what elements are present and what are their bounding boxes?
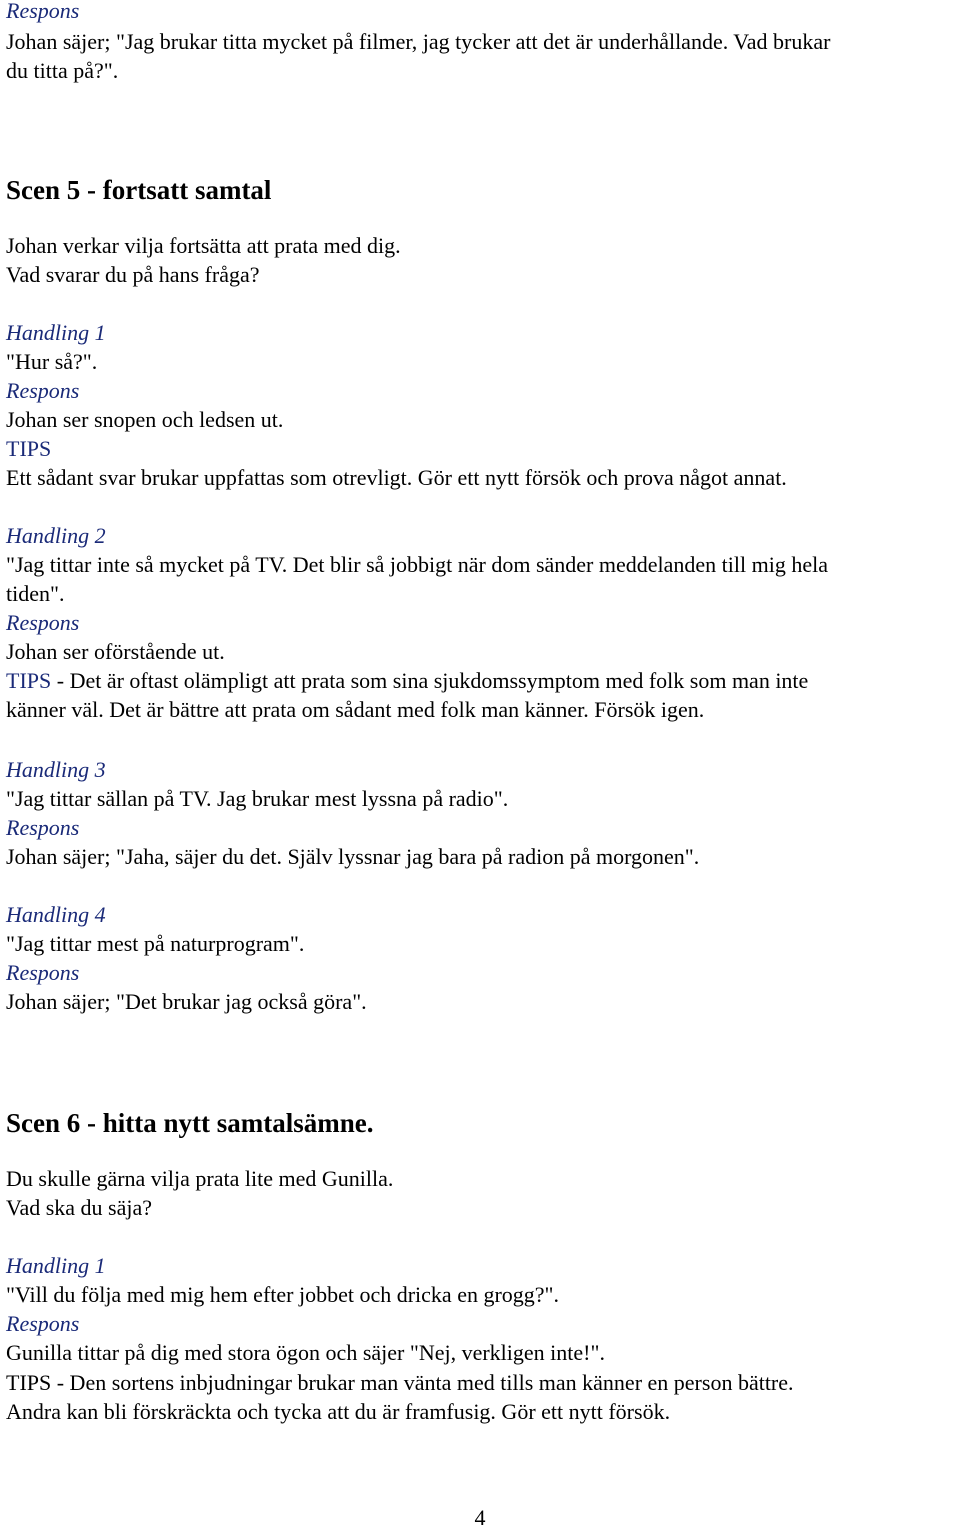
response-text: Gunilla tittar på dig med stora ögon och säjer "Nej, verkligen inte!". — [6, 1340, 605, 1365]
handling-text: "Jag tittar sällan på TV. Jag brukar mest lyssna på radio". — [6, 786, 509, 811]
tips-text: TIPS - Den sortens inbjudningar brukar man vänta med tills man känner en person bättre. — [6, 1370, 794, 1395]
handling-label: Handling 2 — [6, 523, 106, 548]
handling-label: Handling 3 — [6, 757, 106, 782]
page-number: 4 — [474, 1505, 486, 1530]
scene-heading: Scen 6 - hitta nytt samtalsämne. — [6, 1108, 374, 1138]
tips-text: - Det är oftast olämpligt att prata som sina sjukdomssymptom med folk som man inte — [51, 668, 809, 693]
scene-intro: Du skulle gärna vilja prata lite med Gunilla. — [6, 1166, 394, 1191]
respons-label: Respons — [6, 1311, 80, 1336]
handling-label: Handling 4 — [6, 902, 106, 927]
response-text: Johan ser oförstående ut. — [6, 639, 225, 664]
handling-text: "Vill du följa med mig hem efter jobbet och dricka en grogg?". — [6, 1282, 560, 1307]
response-text: Johan säjer; "Jag brukar titta mycket på filmer, jag tycker att det är underhållande. Vad brukar — [6, 29, 831, 54]
handling-label: Handling 1 — [6, 320, 106, 345]
response-text: Johan ser snopen och ledsen ut. — [6, 407, 284, 432]
tips-label: TIPS — [6, 436, 52, 461]
tips-label: TIPS — [6, 668, 52, 693]
handling-text: tiden". — [6, 581, 65, 606]
response-text: Johan säjer; "Det brukar jag också göra". — [6, 989, 367, 1014]
response-text: du titta på?". — [6, 58, 119, 83]
tips-text: Ett sådant svar brukar uppfattas som otrevligt. Gör ett nytt försök och prova något annat. — [6, 465, 787, 490]
scene-intro: Vad svarar du på hans fråga? — [6, 262, 260, 287]
tips-text: känner väl. Det är bättre att prata om sådant med folk man känner. Försök igen. — [6, 697, 705, 722]
respons-label: Respons — [6, 960, 80, 985]
handling-label: Handling 1 — [6, 1253, 106, 1278]
tips-line — [6, 666, 808, 695]
handling-text: "Hur så?". — [6, 349, 98, 374]
respons-label: Respons — [6, 815, 80, 840]
respons-label: Respons — [6, 610, 80, 635]
handling-text: "Jag tittar inte så mycket på TV. Det blir så jobbigt när dom sänder meddelanden till mig hela — [6, 552, 828, 577]
response-text: Johan säjer; "Jaha, säjer du det. Själv lyssnar jag bara på radion på morgonen". — [6, 844, 700, 869]
tips-text: Andra kan bli förskräckta och tycka att du är framfusig. Gör ett nytt försök. — [6, 1399, 671, 1424]
respons-label: Respons — [6, 0, 80, 23]
scene-heading: Scen 5 - fortsatt samtal — [6, 175, 272, 205]
scene-intro: Johan verkar vilja fortsätta att prata med dig. — [6, 233, 401, 258]
scene-intro: Vad ska du säja? — [6, 1195, 153, 1220]
respons-label: Respons — [6, 378, 80, 403]
handling-text: "Jag tittar mest på naturprogram". — [6, 931, 305, 956]
